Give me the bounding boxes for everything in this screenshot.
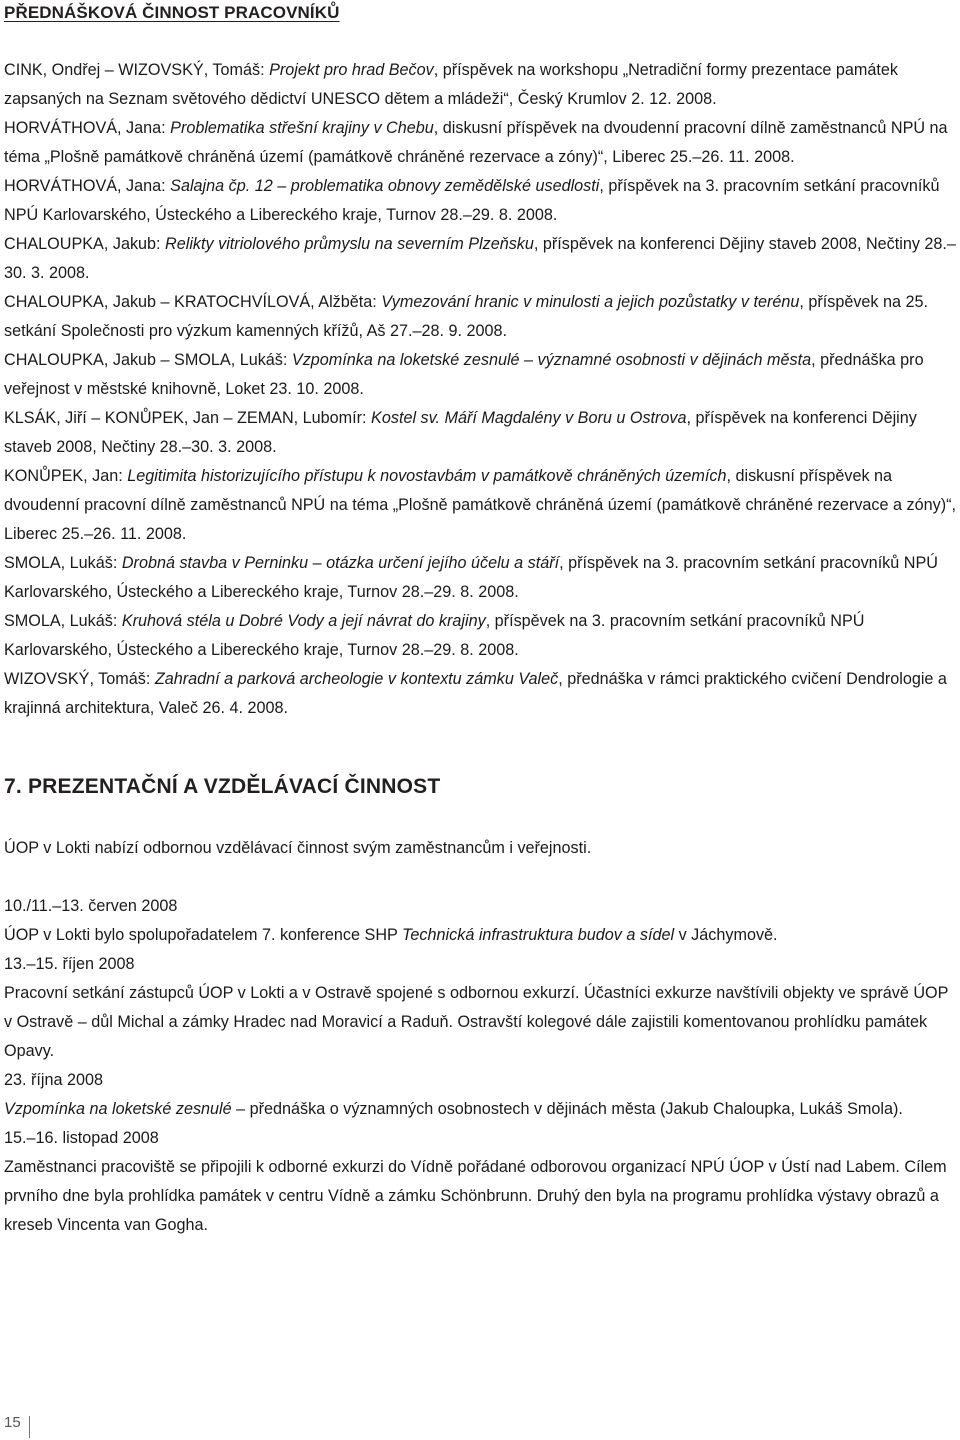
lecture-entry [4,172,959,230]
section-intro: ÚOP v Lokti nabízí odbornou vzdělávací činnost svým zaměstnancům i veřejnosti. [4,839,592,857]
entry-authors: WIZOVSKÝ, Tomáš: [4,670,155,688]
entry-authors: KONŮPEK, Jan: [4,467,128,485]
event-description [4,1153,959,1240]
entry-details: , příspěvek na 3. pracovním setkání pracovníků NPÚ Karlovarského, Ústeckého a Libereckého kraje, Turnov 28.–29. 8. 2008. [4,612,865,659]
entry-title: Relikty vitriolového průmyslu na severním Plzeňsku [165,235,534,253]
lecture-entry [4,462,959,549]
event-title: Vzpomínka na loketské zesnulé [4,1100,232,1118]
event-title: Technická infrastruktura budov a sídel [402,926,675,944]
entry-details: , příspěvek na konferenci Dějiny staveb 2008, Nečtiny 28.–30. 3. 2008. [4,235,956,282]
event-description [4,1095,959,1124]
event-text: Zaměstnanci pracoviště se připojili k odborné exkurzi do Vídně pořádané odborovou organizací NPÚ ÚOP v Ústí nad Labem. Cílem prvního dne byla prohlídka památek v centru Vídně a zámku Schönbrunn. Druhý den byla na programu prohlídka výstavy obrazů a kreseb Vincenta van Gogha. [4,1158,947,1234]
entry-title: Zahradní a parková archeologie v kontextu zámku Valeč [154,670,559,688]
entry-title: Legitimita historizujícího přístupu k novostavbám v památkově chráněných územích [127,467,727,485]
entry-title: Vymezování hranic v minulosti a jejich pozůstatky v terénu [381,293,800,311]
entry-title: Kostel sv. Máří Magdalény v Boru u Ostrova [371,409,687,427]
entry-details: , diskusní příspěvek na dvoudenní pracovní dílně zaměstnanců NPÚ na téma „Plošně památkově chráněná území (památkově chráněné rezervace a zóny)“, Liberec 25.–26. 11. 2008. [4,467,956,543]
event-description [4,979,959,1066]
event-date: 15.–16. listopad 2008 [4,1129,159,1147]
event-text: Pracovní setkání zástupců ÚOP v Lokti a v Ostravě spojené s odbornou exkurzí. Účastníci exkurze navštívili objekty ve správě ÚOP v Ostravě – důl Michal a zámky Hradec nad Moravicí a Raduň. Ostravští kolegové dále zajistili komentovanou prohlídku památek Opavy. [4,984,949,1060]
event-item [4,1124,959,1240]
entry-authors: CHALOUPKA, Jakub: [4,235,166,253]
entry-authors: SMOLA, Lukáš: [4,612,122,630]
lecture-entry [4,288,959,346]
entry-details: , diskusní příspěvek na dvoudenní pracovní dílně zaměstnanců NPÚ na téma „Plošně památkově chráněná území (památkově chráněné rezervace a zóny)“, Liberec 25.–26. 11. 2008. [4,119,948,166]
event-list [4,892,959,1240]
lecture-entry [4,549,959,607]
entry-authors: SMOLA, Lukáš: [4,554,122,572]
lecture-entry [4,114,959,172]
entry-authors: HORVÁTHOVÁ, Jana: [4,119,171,137]
entry-title: Vzpomínka na loketské zesnulé – významné osobnosti v dějinách města [291,351,812,369]
footer-divider [29,1416,30,1438]
event-date: 23. října 2008 [4,1071,103,1089]
lecture-entry [4,56,959,114]
entry-authors: CHALOUPKA, Jakub – KRATOCHVÍLOVÁ, Alžběta: [4,293,382,311]
entry-authors: KLSÁK, Jiří – KONŮPEK, Jan – ZEMAN, Lubomír: [4,409,372,427]
entry-title: Problematika střešní krajiny v Chebu [170,119,434,137]
lecture-entry [4,230,959,288]
lecture-entry [4,404,959,462]
entry-details: , příspěvek na 25. setkání Společnosti pro výzkum kamenných křížů, Aš 27.–28. 9. 2008. [4,293,929,340]
event-item [4,1066,959,1124]
event-item [4,892,959,950]
entry-authors: CINK, Ondřej – WIZOVSKÝ, Tomáš: [4,61,270,79]
page-number: 15 [4,1414,21,1431]
entry-details: , příspěvek na konferenci Dějiny staveb 2008, Nečtiny 28.–30. 3. 2008. [4,409,917,456]
section-presentation-title: 7. PREZENTAČNÍ A VZDĚLÁVACÍ ČINNOST [4,775,441,798]
entry-authors: HORVÁTHOVÁ, Jana: [4,177,171,195]
entry-details: , příspěvek na 3. pracovním setkání pracovníků NPÚ Karlovarského, Ústeckého a Libereckého kraje, Turnov 28.–29. 8. 2008. [4,177,940,224]
event-text-end: v Jáchymově. [674,926,778,944]
lecture-entry [4,665,959,723]
entry-details: , příspěvek na 3. pracovním setkání pracovníků NPÚ Karlovarského, Ústeckého a Libereckého kraje, Turnov 28.–29. 8. 2008. [4,554,938,601]
event-date: 10./11.–13. červen 2008 [4,897,178,915]
entry-title: Kruhová stéla u Dobré Vody a její návrat do krajiny [121,612,486,630]
lecture-entry [4,607,959,665]
event-date: 13.–15. říjen 2008 [4,955,135,973]
entry-title: Drobná stavba v Perninku – otázka určení jejího účelu a stáří [121,554,560,572]
lecture-list [4,56,959,723]
entry-title: Projekt pro hrad Bečov [269,61,434,79]
lecture-entry [4,346,959,404]
event-text: ÚOP v Lokti bylo spolupořadatelem 7. konference SHP [4,926,403,944]
event-item [4,950,959,1066]
entry-authors: CHALOUPKA, Jakub – SMOLA, Lukáš: [4,351,292,369]
entry-details: , přednáška pro veřejnost v městské knihovně, Loket 23. 10. 2008. [4,351,924,398]
section-lectures-title: PŘEDNÁŠKOVÁ ČINNOST PRACOVNÍKŮ [4,3,340,22]
entry-details: , přednáška v rámci praktického cvičení Dendrologie a krajinná architektura, Valeč 26. 4. 2008. [4,670,947,717]
event-description [4,921,959,950]
entry-title: Salajna čp. 12 – problematika obnovy zemědělské usedlosti [170,177,600,195]
event-text-end: – přednáška o významných osobnostech v dějinách města (Jakub Chaloupka, Lukáš Smola). [231,1100,903,1118]
entry-details: , příspěvek na workshopu „Netradiční formy prezentace památek zapsaných na Seznam světového dědictví UNESCO dětem a mládeži“, Český Krumlov 2. 12. 2008. [4,61,899,108]
